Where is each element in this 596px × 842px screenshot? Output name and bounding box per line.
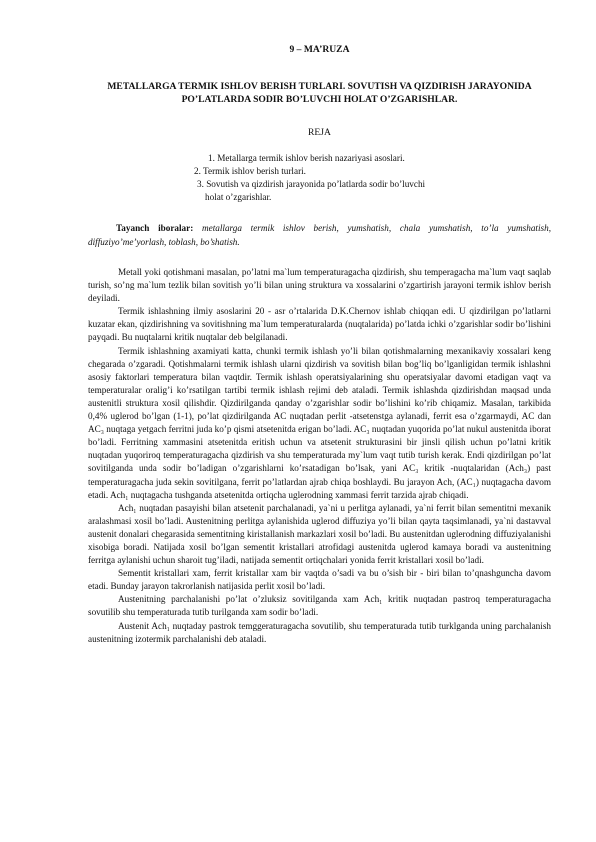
lecture-subject: METALLARGA TERMIK ISHLOV BERISH TURLARI. SOVUTISH VA QIZDIRISH JARAYONIDA PO’LATLARDA SODIR BO’LUVCHI HOLAT O’ZGARISHLAR.: [107, 81, 532, 105]
keywords: [88, 222, 551, 249]
body-text: [88, 266, 551, 646]
plan-item-3-line2: holat o’zgarishlar.: [205, 192, 272, 202]
paragraph: Metall yoki qotishmani masalan, po’latni ma`lum temperaturagacha qizdirish, shu temperagacha ma`lum vaqt saqlab turish, so’ng ma`lum tezlik bilan sovitish yo’li bilan uning struktura va xossalarini o’zgartirish jarayoni termik ishlov berish deyiladi.: [88, 267, 551, 304]
paragraph: Austenitning parchalanishi po’lat o’zluksiz sovitilganda xam Ach₁ kritik nuqtadan pastroq temperaturagacha sovutilib shu temperaturada tutib turilganda xam sodir bo’ladi.: [88, 594, 551, 618]
plan-item-2: 2. Termik ishlov berish turlari.: [194, 166, 306, 176]
keywords-text: metallarga termik ishlov berish, yumshatish, chala yumshatish, to’la yumshatish, diffuziyo’me’yorlash, toblash, bo’shatish.: [88, 223, 551, 247]
lecture-title: 9 – MA’RUZA: [289, 44, 350, 55]
paragraph: Ach₁ nuqtadan pasayishi bilan atsetenit parchalanadi, ya`ni u perlitga aylanadi, ya`ni ferrit bilan sementitni mexanik aralashmasi xosil bo’ladi. Austenitning perlitga aylanishida uglerod diffuziya yo’li bilan qayta taqsimlanadi, ya`ni dastavval austenit donalari chegarasida sementitning kiristallanish markazlari xosil bo’ladi. Bu austenitdan uglerodning diffuziyalanishi xisobiga boradi. Natijada xosil bo’lgan sementit kristallari atrofidagi austenitda uglerod kamaya boradi va austenitning ferritga aylanishi uchun sharoit tug’iladi, natijada sementit ortiqchalari yonida ferrit kristallari xosil bo’ladi.: [88, 502, 551, 566]
paragraph: Termik ishlashning axamiyati katta, chunki termik ishlash yo’li bilan qotishmalarning mexanikaviy xossalari keng chegarada o’zgaradi. Qotishmalarni termik ishlash ularni qizdirish va sovitish bilan bog’liq bo’lganligidan termik ishlashni asosiy faktorlari temperatura bilan vaqtdir. Termik ishlash operatsiyalarining shu operatsiyalar davomi etadigan vaqt va temperaturalar oralig’i ko’rsatilgan tartibi termik ishlash rejimi deb ataladi. Termik ishlashda qizdirishdan maqsad unda austenitli struktura xosil qilishdir. Qizdirilganda qanday o’zgarishlar sodir bo’lishini ko’rib chiqamiz. Masalan, tarkibida 0,4% uglerod bo’lgan (1-1), po’lat qizdirilganda AC nuqtadan perlit -atsetenstga aylanadi, ferrit esa o’zgarmaydi, AC dan AC₃ nuqtaga yetgach ferritni juda ko’p qismi atsetenitda erigan bo’ladi. AC₃ nuqtadan yuqorida po’lat nukul austenitda iborat bo’ladi. Ferritning xammasini atsetenitda eritish uchun va atsetenit strukturasini bir jinsli qilish uchun po’latni kritik nuqtadan yuqoriroq temperaturagacha qizdirish va shu temperaturada my`lum vaqt tutib turish kerak. Endi qizdirilgan po’lat sovitilganda unda sodir bo’ladigan o’zgarishlarni ko’rsatadigan bo’lsak, yani AC₃ kritik -nuqtalaridan (Ach₃) past temperaturagacha juda sekin sovitilgana, ferrit po’latlardan ajrab chiqa boshlaydi. Bu jarayon Ach, (AC₁) nuqtagacha davom etadi. Ach₁ nuqtagacha tushganda atsetenitda ortiqcha uglerodning xammasi ferrit tarzida ajrab chiqadi.: [88, 345, 551, 500]
keywords-label: Tayanch iboralar:: [116, 223, 194, 233]
paragraph: Austenit Ach₁ nuqtaday pastrok temggeraturagacha sovutilib, shu temperaturada tutib turklganda uning parchalanish austenitning izotermik parchalanishi deb ataladi.: [88, 620, 551, 644]
paragraph: Sementit kristallari xam, ferrit kristallar xam bir vaqtda o’sadi va bu o’sish bir - biri bilan to’qnashguncha davom etadi. Bunday jarayon takrorlanish natijasida perlit xosil bo’ladi.: [88, 568, 551, 592]
plan-item-3-line1: 3. Sovutish va qizdirish jarayonida po’latlarda sodir bo’luvchi: [197, 179, 426, 189]
paragraph: Termik ishlashning ilmiy asoslarini 20 - asr o’rtalarida D.K.Chernov ishlab chiqqan edi. U qizdirilgan po’latlarni kuzatar ekan, qizdirishning va sovitishning ma`lum temperaturalarda (nuqtalarida) po’latda ichki o’zgarishlar sodir bo’lishini payqadi. Bu nuqtalarni kritik nuqtalar deb belgilanadi.: [88, 306, 551, 343]
plan-item-1: 1. Metallarga termik ishlov berish nazariyasi asoslari.: [208, 153, 405, 163]
plan-heading: REJA: [308, 127, 331, 138]
